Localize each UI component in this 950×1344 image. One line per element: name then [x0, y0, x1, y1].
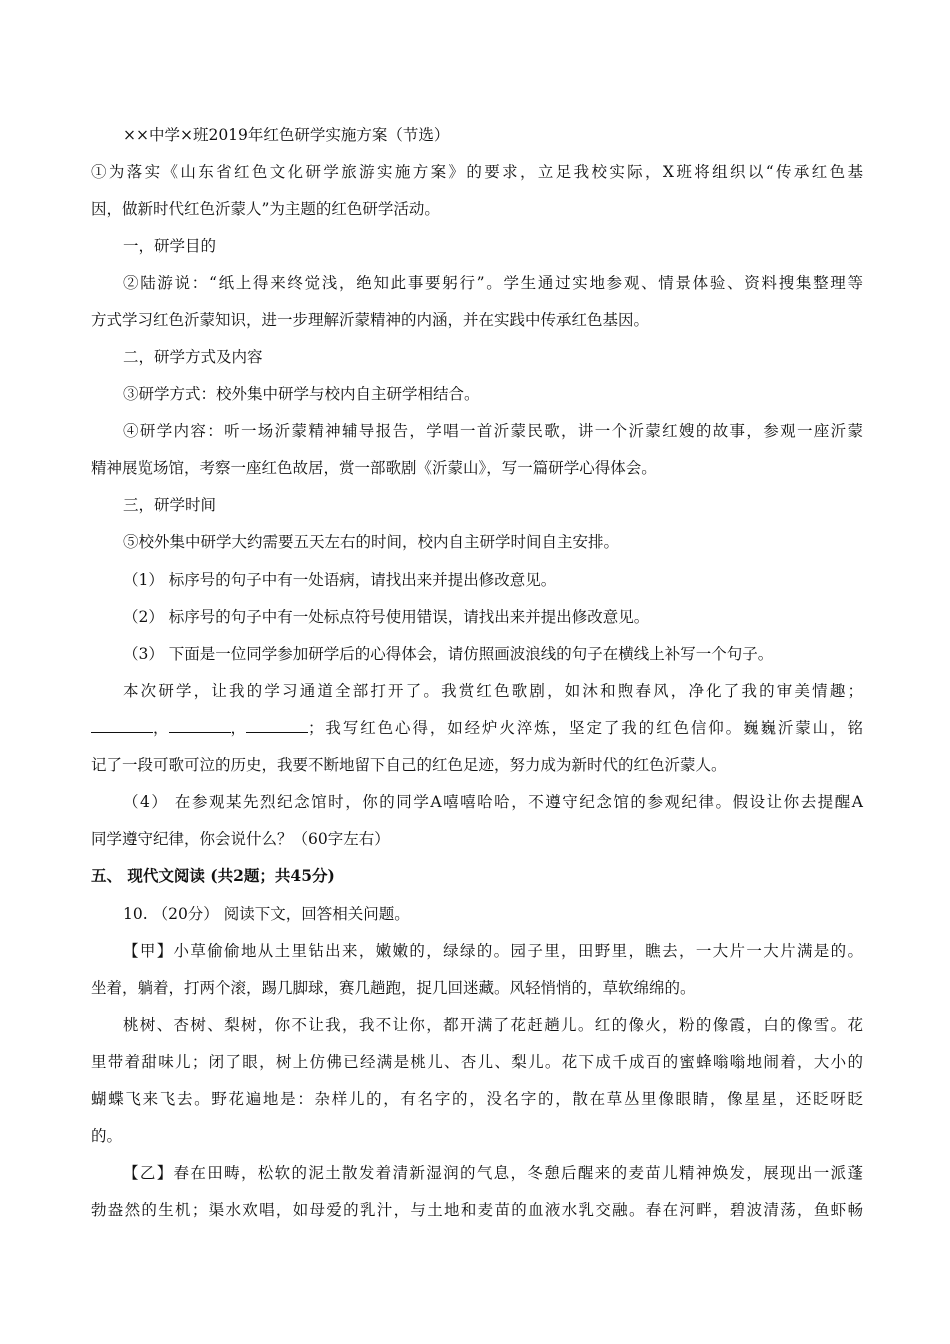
blank-separator-1: ， — [153, 719, 169, 737]
plan-paragraph-1-line-2: 因，做新时代红色沂蒙人”为主题的红色研学活动。 — [91, 200, 440, 218]
section-heading-method: 二，研学方式及内容 — [123, 348, 263, 366]
section-heading-purpose: 一，研学目的 — [123, 237, 217, 255]
plan-paragraph-2-line-1: ②陆游说：“纸上得来终觉浅，绝知此事要躬行”。学生通过实地参观、情景体验、资料搜集整理等 — [123, 274, 863, 292]
answer-blank-2[interactable] — [169, 718, 231, 733]
plan-paragraph-2-line-2: 方式学习红色沂蒙知识，进一步理解沂蒙精神的内涵，并在实践中传承红色基因。 — [91, 311, 650, 329]
plan-title: ××中学×班2019年红色研学实施方案（节选） — [123, 126, 450, 144]
question-3: （3） 下面是一位同学参加研学后的心得体会，请仿照画波浪线的句子在横线上补写一个句子。 — [123, 645, 774, 663]
passage-jia-line-1: 【甲】小草偷偷地从土里钻出来，嫩嫩的，绿绿的。园子里，田野里，瞧去，一大片一大片满是的。 — [123, 942, 863, 960]
passage-trees-line-4: 的。 — [91, 1127, 123, 1145]
passage-yi-line-2: 勃盎然的生机；渠水欢唱，如母爱的乳汁，与土地和麦苗的血液水乳交融。春在河畔，碧波清荡，鱼虾畅 — [91, 1201, 863, 1219]
passage-jia-line-2: 坐着，躺着，打两个滚，踢几脚球，赛几趟跑，捉几回迷藏。风轻悄悄的，草软绵绵的。 — [91, 979, 696, 997]
question-4-line-2: 同学遵守纪律，你会说什么？（60字左右） — [91, 830, 390, 848]
answer-blank-3[interactable] — [246, 718, 308, 733]
question-2: （2） 标序号的句子中有一处标点符号使用错误，请找出来并提出修改意见。 — [123, 608, 650, 626]
section-heading-time: 三，研学时间 — [123, 496, 217, 514]
experience-line-1: 本次研学，让我的学习通道全部打开了。我赏红色歌剧，如沐和煦春风，净化了我的审美情趣； — [123, 682, 863, 700]
question-1: （1） 标序号的句子中有一处语病，请找出来并提出修改意见。 — [123, 571, 557, 589]
passage-yi-line-1: 【乙】春在田畴，松软的泥土散发着清新湿润的气息，冬憩后醒来的麦苗儿精神焕发，展现出一派蓬 — [123, 1164, 863, 1182]
experience-line-3: 记了一段可歌可泣的历史，我要不断地留下自己的红色足迹，努力成为新时代的红色沂蒙人。 — [91, 756, 727, 774]
experience-line-2 — [91, 718, 863, 738]
plan-paragraph-5: ⑤校外集中研学大约需要五天左右的时间，校内自主研学时间自主安排。 — [123, 533, 620, 551]
experience-line-2-text: ；我写红色心得，如经炉火淬炼，坚定了我的红色信仰。巍巍沂蒙山，铭 — [308, 719, 863, 737]
question-10: 10. （20分） 阅读下文，回答相关问题。 — [123, 905, 410, 923]
section-5-heading: 五、 现代文阅读 (共2题；共45分) — [91, 866, 335, 885]
passage-trees-line-1: 桃树、杏树、梨树，你不让我，我不让你，都开满了花赶趟儿。红的像火，粉的像霞，白的像雪。花 — [123, 1016, 863, 1034]
question-4-line-1: （4） 在参观某先烈纪念馆时，你的同学A嘻嘻哈哈，不遵守纪念馆的参观纪律。假设让你去提醒A — [123, 793, 863, 811]
passage-trees-line-3: 蝴蝶飞来飞去。野花遍地是：杂样儿的，有名字的，没名字的，散在草丛里像眼睛，像星星，还眨呀眨 — [91, 1090, 863, 1108]
plan-paragraph-4-line-2: 精神展览场馆，考察一座红色故居，赏一部歌剧《沂蒙山》，写一篇研学心得体会。 — [91, 459, 657, 477]
plan-paragraph-3: ③研学方式：校外集中研学与校内自主研学相结合。 — [123, 385, 480, 403]
plan-paragraph-1-line-1: ①为落实《山东省红色文化研学旅游实施方案》的要求，立足我校实际，X班将组织以“传承红色基 — [91, 163, 863, 181]
passage-trees-line-2: 里带着甜味儿；闭了眼，树上仿佛已经满是桃儿、杏儿、梨儿。花下成千成百的蜜蜂嗡嗡地闹着，大小的 — [91, 1053, 863, 1071]
blank-separator-2: ， — [230, 719, 247, 737]
plan-paragraph-4-line-1: ④研学内容：听一场沂蒙精神辅导报告，学唱一首沂蒙民歌，讲一个沂蒙红嫂的故事，参观一座沂蒙 — [123, 422, 863, 440]
answer-blank-1[interactable] — [91, 718, 153, 733]
